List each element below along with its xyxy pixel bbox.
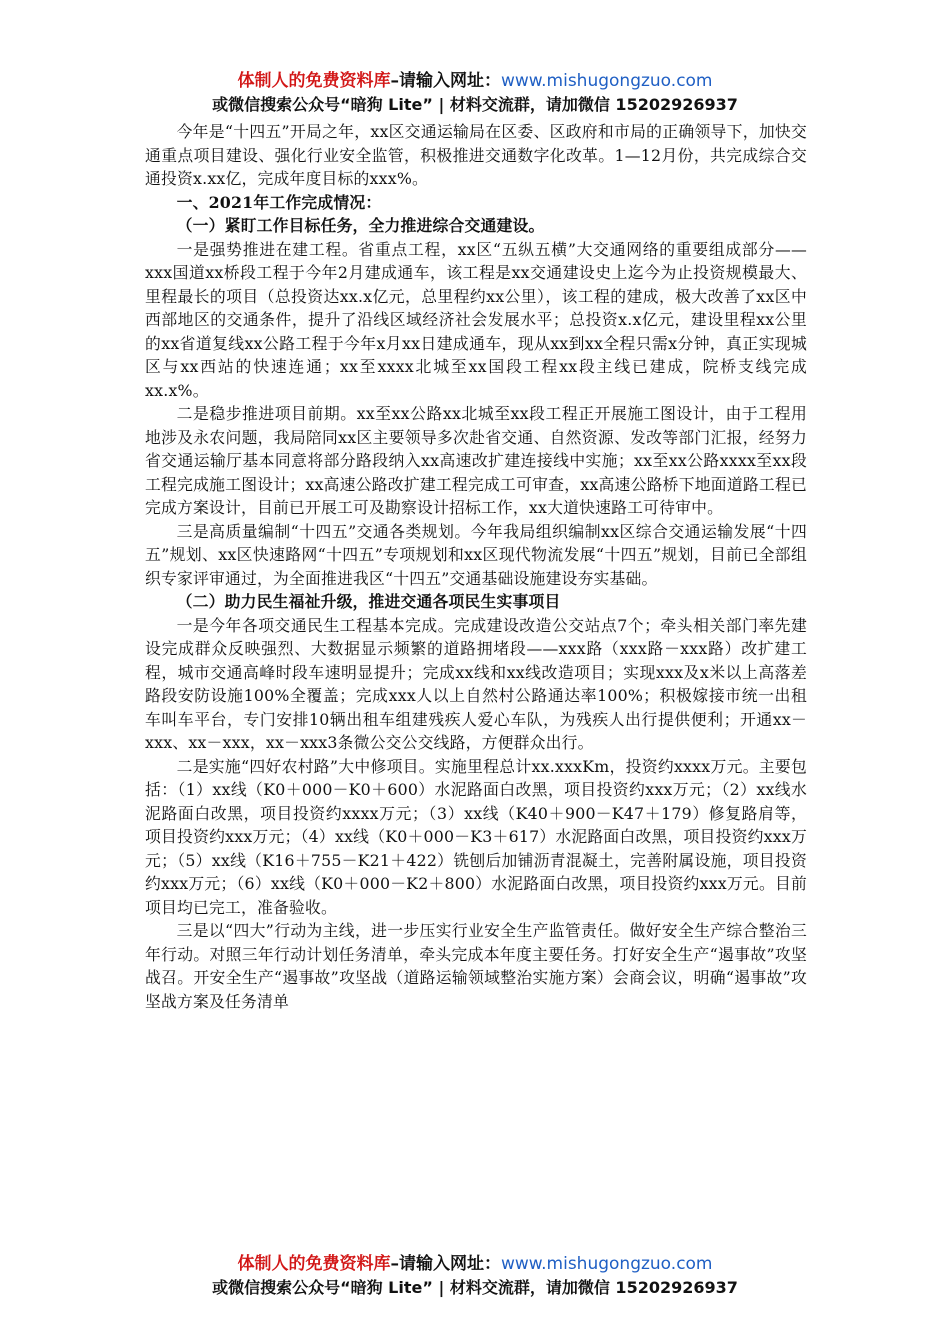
intro-paragraph: 今年是“十四五”开局之年，xx区交通运输局在区委、区政府和市局的正确领导下，加快交通重点项目建设、强化行业安全监管，积极推进交通数字化改革。1—12月份，共完成综合交通投资x.xx亿，完成年度目标的xxx%。 xyxy=(145,122,807,188)
footer-url-link[interactable]: www.mishugongzuo.com xyxy=(500,1254,713,1274)
header-site-name: 体制人的免费资料库 xyxy=(237,71,391,91)
header-url-link[interactable]: www.mishugongzuo.com xyxy=(500,71,713,91)
paragraph: 三是高质量编制“十四五”交通各类规划。今年我局组织编制xx区综合交通运输发展“十四五”规划、xx区快速路网“十四五”专项规划和xx区现代物流发展“十四五”规划，目前已全部组织专家评审通过，为全面推进我区“十四五”交通基础设施建设夯实基础。 xyxy=(145,521,807,588)
section-heading-1: 一、2021年工作完成情况： xyxy=(176,192,382,212)
paragraph: 一是强势推进在建工程。省重点工程，xx区“五纵五横”大交通网络的重要组成部分——xxx国道xx桥段工程于今年2月建成通车，该工程是xx交通建设史上迄今为止投资规模最大、里程最长的项目（总投资达xx.x亿元，总里程约xx公里），该工程的建成，极大改善了xx区中西部地区的交通条件，提升了沿线区域经济社会发展水平；总投资x.x亿元，建设里程xx公里的xx省道复线xx公路工程于今年x月xx日建成通车，现从xx到xx全程只需x分钟，真正实现城区与xx西站的快速连通；xx至xxxx北城至xx国段工程xx段主线已建成，院桥支线完成xx.x%。 xyxy=(145,239,807,400)
subsection-heading-2: （二）助力民生福祉升级，推进交通各项民生实事项目 xyxy=(176,592,561,611)
paragraph: 二是稳步推进项目前期。xx至xx公路xx北城至xx段工程正开展施工图设计，由于工程用地涉及永农问题，我局陪同xx区主要领导多次赴省交通、自然资源、发改等部门汇报，经努力省交通运输厅基本同意将部分路段纳入xx高速改扩建连接线中实施；xx至xx公路xxxx至xx段工程完成施工图设计；xx高速公路改扩建工程完成工可审查，xx高速公路桥下地面道路工程已完成方案设计，目前已开展工可及勘察设计招标工作，xx大道快速路工可待审中。 xyxy=(145,404,807,517)
footer-banner xyxy=(0,1256,950,1302)
footer-wechat-line: 或微信搜索公众号“暗狗 Lite” | 材料交流群，请加微信 15202926937 xyxy=(212,1278,738,1297)
footer-prompt: –请输入网址： xyxy=(390,1254,501,1274)
subsection-heading-1: （一）紧盯工作目标任务，全力推进综合交通建设。 xyxy=(176,216,545,235)
document-body xyxy=(145,120,807,1013)
header-prompt: –请输入网址： xyxy=(390,71,501,91)
header-wechat-line: 或微信搜索公众号“暗狗 Lite” | 材料交流群，请加微信 15202926937 xyxy=(212,95,738,114)
paragraph: 二是实施“四好农村路”大中修项目。实施里程总计xx.xxxKm，投资约xxxx万元。主要包括：（1）xx线（K0＋000－K0＋600）水泥路面白改黑，项目投资约xxx万元；（2）xx线水泥路面白改黑，项目投资约xxxx万元；（3）xx线（K40＋900－K47＋179）修复路肩等，项目投资约xxx万元；（4）xx线（K0＋000－K3＋617）水泥路面白改黑，项目投资约xxx万元；（5）xx线（K16＋755－K21＋422）铣刨后加铺沥青混凝土，完善附属设施，项目投资约xxx万元；（6）xx线（K0＋000－K2＋800）水泥路面白改黑，项目投资约xxx万元。目前项目均已完工，准备验收。 xyxy=(145,756,807,917)
footer-site-name: 体制人的免费资料库 xyxy=(237,1254,391,1274)
header-banner xyxy=(0,73,950,119)
paragraph: 三是以“四大”行动为主线，进一步压实行业安全生产监管责任。做好安全生产综合整治三年行动。对照三年行动计划任务清单，牵头完成本年度主要任务。打好安全生产“遏事故”攻坚战召。开安全生产“遏事故”攻坚战（道路运输领域整治实施方案）会商会议，明确“遏事故”攻坚战方案及任务清单 xyxy=(145,921,807,1011)
paragraph: 一是今年各项交通民生工程基本完成。完成建设改造公交站点7个；牵头相关部门率先建设完成群众反映强烈、大数据显示频繁的道路拥堵段——xxx路（xxx路－xxx路）改扩建工程，城市交通高峰时段车速明显提升；完成xx线和xx线改造项目；实现xxx及x米以上高落差路段安防设施100%全覆盖；完成xxx人以上自然村公路通达率100%；积极嫁接市统一出租车叫车平台，专门安排10辆出租车组建残疾人爱心车队，为残疾人出行提供便利；开通xx－xxx、xx－xxx，xx－xxx3条微公交公交线路，方便群众出行。 xyxy=(145,615,807,752)
footer-line-1 xyxy=(0,1256,950,1278)
header-line-1 xyxy=(0,73,950,95)
